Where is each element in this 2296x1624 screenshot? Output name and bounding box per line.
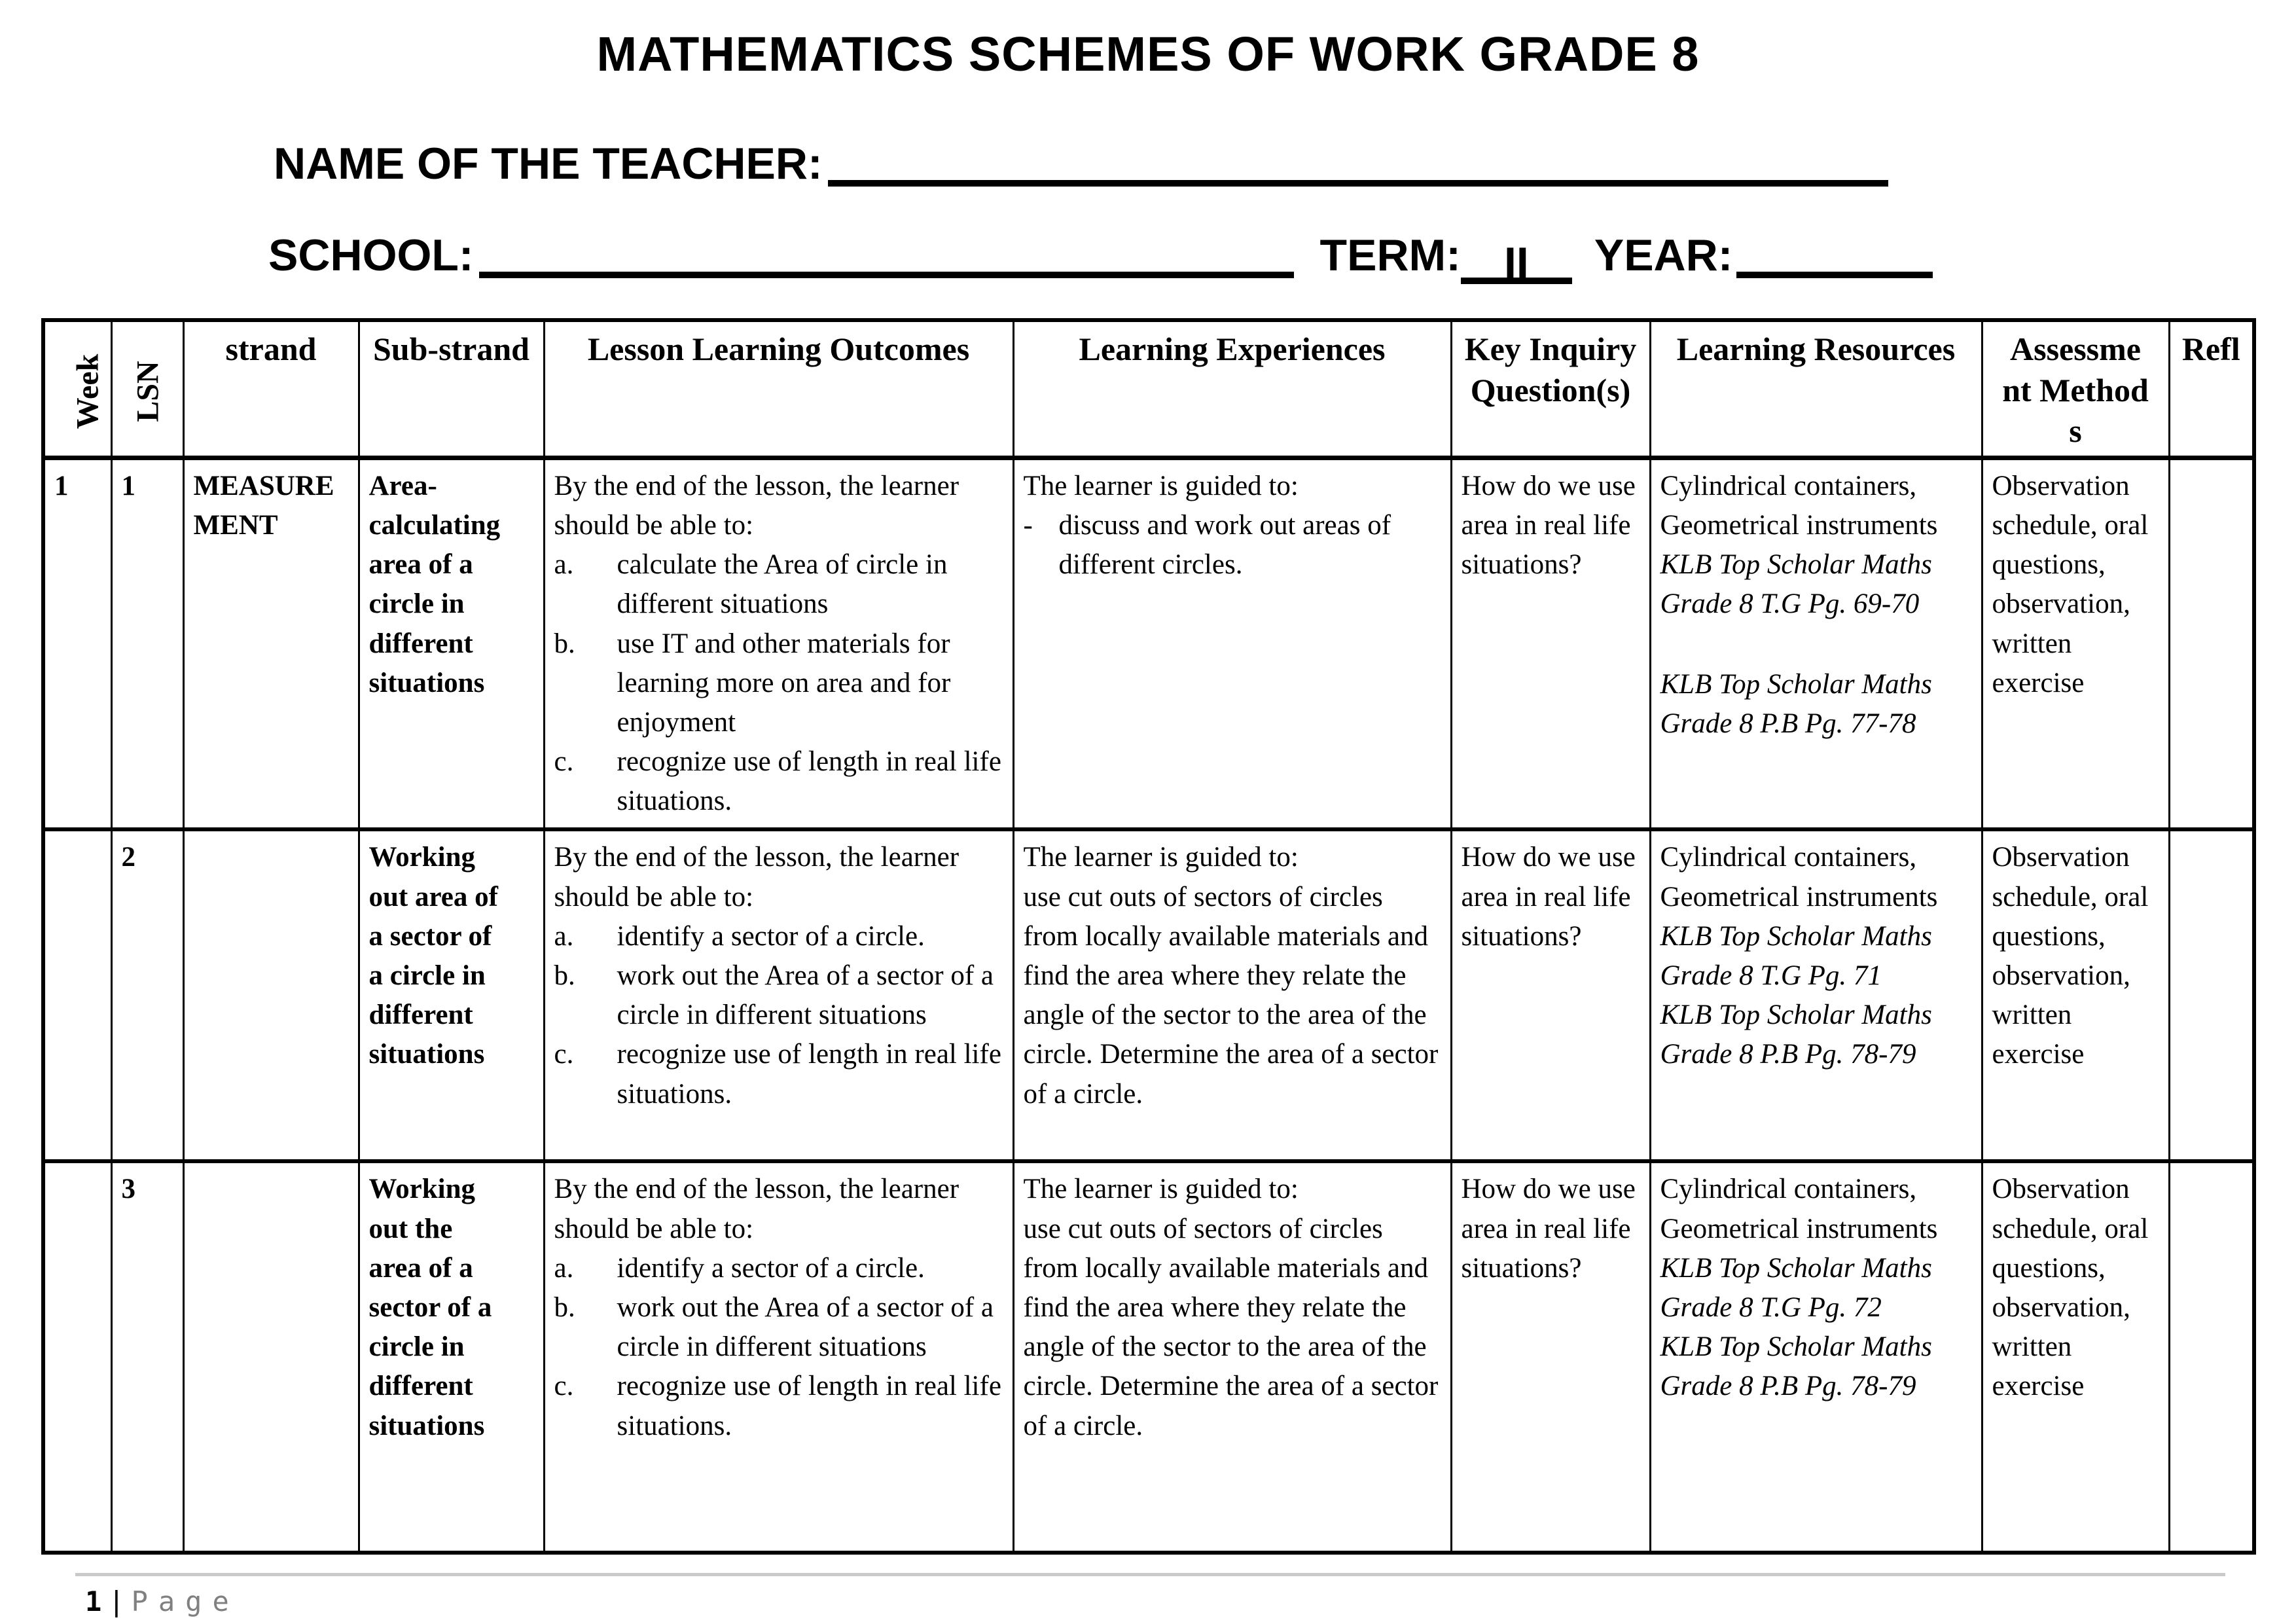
resources-cell — [1650, 458, 1982, 829]
experiences-body: use cut outs of sectors of circles from locally available materials and find the area where they relate the angle of the sector to the area of the circle. Determine the area of a sector of a circle. — [1023, 881, 1439, 1110]
table-header-row — [43, 320, 2254, 458]
col-header-key-inquiry: Key Inquiry Question(s) — [1451, 320, 1650, 458]
sub-strand-cell: Working out the area of a sector of a circle in different situations — [359, 1161, 544, 1553]
outcome-item: c. recognize use of length in real life situations. — [554, 1371, 1001, 1441]
teacher-name-label: NAME OF THE TEACHER: — [274, 139, 823, 189]
resource-reference: KLB Top Scholar Maths Grade 8 P.B Pg. 77-78 — [1660, 668, 1932, 739]
year-label: YEAR: — [1594, 230, 1733, 280]
resource-reference: KLB Top Scholar Maths Grade 8 P.B Pg. 78-79 — [1660, 1000, 1932, 1070]
experiences-intro: The learner is guided to: — [1023, 842, 1299, 873]
footer-separator: | — [108, 1585, 125, 1618]
col-header-resources: Learning Resources — [1650, 320, 1982, 458]
outcomes-intro: By the end of the lesson, the learner should be able to: — [554, 1174, 960, 1244]
resources-cell — [1650, 1161, 1982, 1553]
experiences-body: use cut outs of sectors of circles from locally available materials and find the area where they relate the angle of the sector to the area of the circle. Determine the area of a sector of a circle. — [1023, 1213, 1439, 1441]
col-header-outcomes: Lesson Learning Outcomes — [544, 320, 1013, 458]
sub-strand-cell: Area-calculating area of a circle in different situations — [359, 458, 544, 829]
outcomes-cell — [544, 458, 1013, 829]
table-row — [43, 829, 2254, 1161]
week-cell — [43, 829, 111, 1161]
assessment-cell: Observation schedule, oral questions, observation, written exercise — [1982, 1161, 2169, 1553]
outcome-item: a. identify a sector of a circle. — [554, 1252, 925, 1284]
outcomes-cell — [544, 1161, 1013, 1553]
strand-cell: MEASUREMENT — [183, 458, 359, 829]
resources-materials: Cylindrical containers, Geometrical instruments — [1660, 470, 1938, 541]
col-header-assessment: Assessment Methods — [1982, 320, 2169, 458]
key-inquiry-cell: How do we use area in real life situations? — [1451, 458, 1650, 829]
week-cell: 1 — [43, 458, 111, 829]
outcome-item: b. work out the Area of a sector of a circle in different situations — [554, 960, 994, 1031]
col-header-strand: strand — [183, 320, 359, 458]
resources-cell — [1650, 829, 1982, 1161]
refl-cell — [2169, 829, 2254, 1161]
footer-divider — [75, 1573, 2225, 1576]
lsn-cell: 2 — [111, 829, 183, 1161]
week-cell — [43, 1161, 111, 1553]
assessment-cell: Observation schedule, oral questions, observation, written exercise — [1982, 829, 2169, 1161]
experiences-intro: The learner is guided to: — [1023, 470, 1299, 501]
footer-page-word: Page — [131, 1585, 240, 1618]
sub-strand-cell: Working out area of a sector of a circle in different situations — [359, 829, 544, 1161]
term-label: TERM: — [1319, 230, 1461, 280]
resources-materials: Cylindrical containers, Geometrical instruments — [1660, 842, 1938, 912]
col-header-week: Week — [43, 320, 111, 458]
outcome-item: b. use IT and other materials for learning more on area and for enjoyment — [554, 628, 951, 738]
experiences-cell — [1013, 458, 1451, 829]
teacher-name-blank — [828, 147, 1888, 187]
teacher-name-line — [274, 138, 2296, 189]
experiences-intro: The learner is guided to: — [1023, 1174, 1299, 1205]
refl-cell — [2169, 1161, 2254, 1553]
resource-reference: KLB Top Scholar Maths Grade 8 P.B Pg. 78-79 — [1660, 1331, 1932, 1402]
outcome-item: a. identify a sector of a circle. — [554, 920, 925, 952]
experiences-cell — [1013, 1161, 1451, 1553]
key-inquiry-cell: How do we use area in real life situations? — [1451, 829, 1650, 1161]
col-header-experiences: Learning Experiences — [1013, 320, 1451, 458]
outcome-item: c. recognize use of length in real life situations. — [554, 1039, 1001, 1110]
outcomes-intro: By the end of the lesson, the learner should be able to: — [554, 842, 960, 912]
outcomes-cell — [544, 829, 1013, 1161]
experience-bullet: - discuss and work out areas of different circles. — [1023, 510, 1391, 581]
resource-reference: KLB Top Scholar Maths Grade 8 T.G Pg. 71 — [1660, 920, 1932, 991]
col-header-lsn: LSN — [111, 320, 183, 458]
page-footer — [85, 1585, 2296, 1617]
year-blank — [1736, 238, 1933, 278]
outcome-item: c. recognize use of length in real life situations. — [554, 746, 1001, 817]
page-title: MATHEMATICS SCHEMES OF WORK GRADE 8 — [596, 27, 1700, 81]
strand-cell — [183, 829, 359, 1161]
school-label: SCHOOL: — [268, 230, 474, 280]
resource-reference: KLB Top Scholar Maths Grade 8 T.G Pg. 69-70 — [1660, 549, 1932, 620]
table-row — [43, 1161, 2254, 1553]
resources-materials: Cylindrical containers, Geometrical instruments — [1660, 1174, 1938, 1244]
resource-reference: KLB Top Scholar Maths Grade 8 T.G Pg. 72 — [1660, 1252, 1932, 1323]
outcome-item: a. calculate the Area of circle in different situations — [554, 549, 948, 620]
refl-cell — [2169, 458, 2254, 829]
col-header-sub-strand: Sub-strand — [359, 320, 544, 458]
key-inquiry-cell: How do we use area in real life situations? — [1451, 1161, 1650, 1553]
school-blank — [479, 238, 1294, 278]
table-row — [43, 458, 2254, 829]
schemes-of-work-table — [41, 318, 2256, 1555]
strand-cell — [183, 1161, 359, 1553]
footer-page-number: 1 — [85, 1585, 102, 1618]
outcome-item: b. work out the Area of a sector of a circle in different situations — [554, 1291, 994, 1363]
term-value: II — [1461, 238, 1572, 284]
school-term-year-line — [268, 230, 2296, 288]
lsn-cell: 3 — [111, 1161, 183, 1553]
col-header-refl: Refl — [2169, 320, 2254, 458]
outcomes-intro: By the end of the lesson, the learner should be able to: — [554, 470, 960, 541]
assessment-cell: Observation schedule, oral questions, observation, written exercise — [1982, 458, 2169, 829]
lsn-cell: 1 — [111, 458, 183, 829]
experiences-cell — [1013, 829, 1451, 1161]
